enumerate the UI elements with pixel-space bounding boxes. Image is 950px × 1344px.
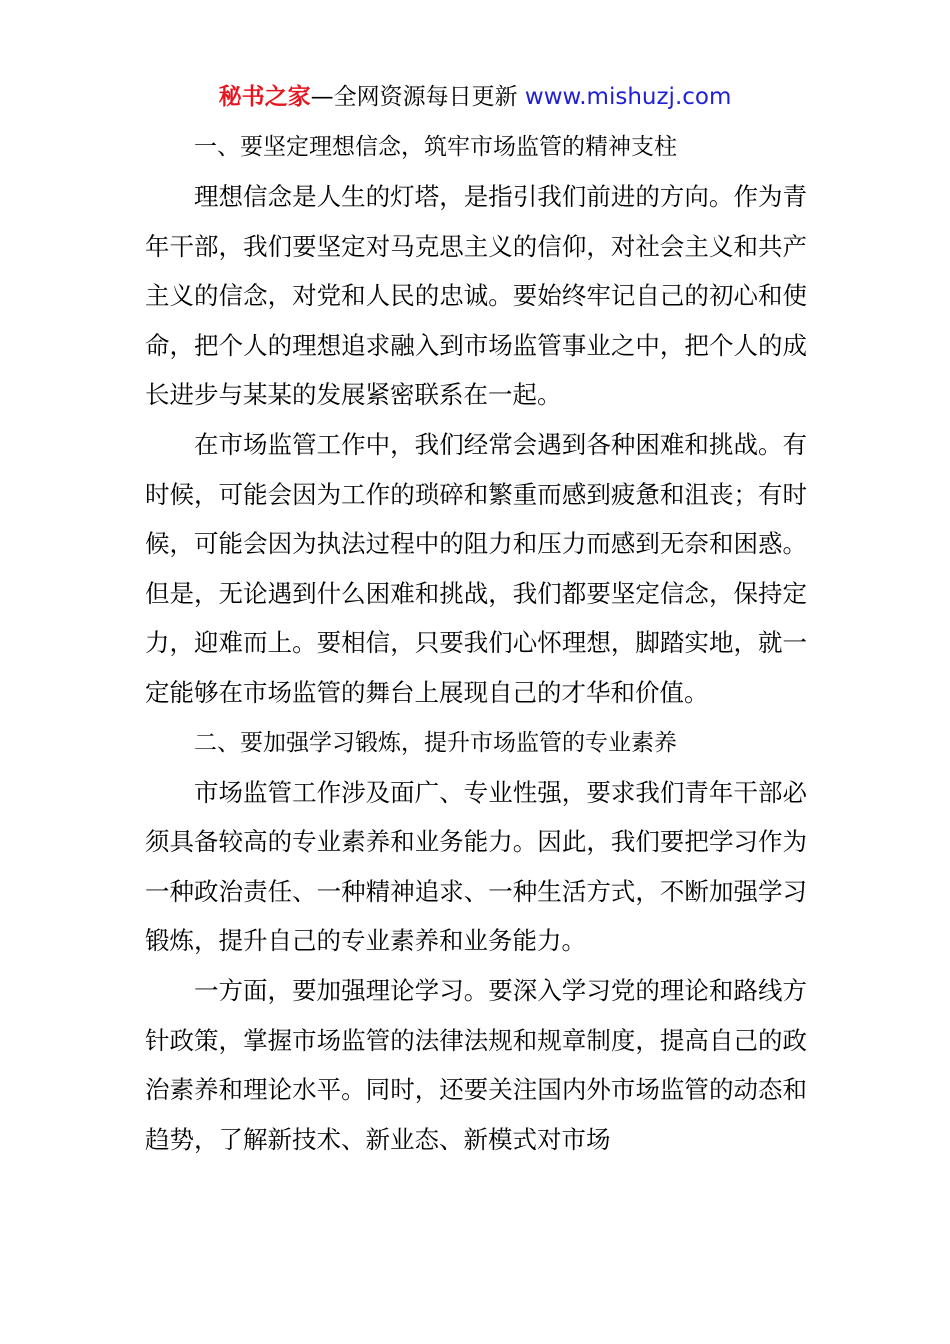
- paragraph-4: 一方面，要加强理论学习。要深入学习党的理论和路线方针政策，掌握市场监管的法律法规和规章制度，提高自己的政治素养和理论水平。同时，还要关注国内外市场监管的动态和趋势，了解新技术、新业态、新模式对市场: [145, 975, 807, 1154]
- site-url-link[interactable]: www.mishuzj.com: [524, 84, 732, 110]
- site-header: [0, 80, 950, 114]
- section-heading-1: 一、要坚定理想信念，筑牢市场监管的精神支柱: [194, 134, 677, 160]
- paragraph-1: 理想信念是人生的灯塔，是指引我们前进的方向。作为青年干部，我们要坚定对马克思主义的信仰，对社会主义和共产主义的信念，对党和人民的忠诚。要始终牢记自己的初心和使命，把个人的理想追求融入到市场监管事业之中，把个人的成长进步与某某的发展紧密联系在一起。: [145, 182, 807, 410]
- paragraph-2: 在市场监管工作中，我们经常会遇到各种困难和挑战。有时候，可能会因为工作的琐碎和繁重而感到疲惫和沮丧；有时候，可能会因为执法过程中的阻力和压力而感到无奈和困惑。但是，无论遇到什么困难和挑战，我们都要坚定信念，保持定力，迎难而上。要相信，只要我们心怀理想，脚踏实地，就一定能够在市场监管的舞台上展现自己的才华和价值。: [145, 429, 807, 707]
- document-body: [145, 122, 807, 1164]
- header-tagline: —全网资源每日更新: [310, 84, 525, 110]
- brand-name: 秘书之家: [218, 84, 311, 110]
- paragraph-3: 市场监管工作涉及面广、专业性强，要求我们青年干部必须具备较高的专业素养和业务能力。因此，我们要把学习作为一种政治责任、一种精神追求、一种生活方式，不断加强学习锻炼，提升自己的专业素养和业务能力。: [145, 777, 807, 956]
- section-heading-2: 二、要加强学习锻炼，提升市场监管的专业素养: [194, 729, 677, 756]
